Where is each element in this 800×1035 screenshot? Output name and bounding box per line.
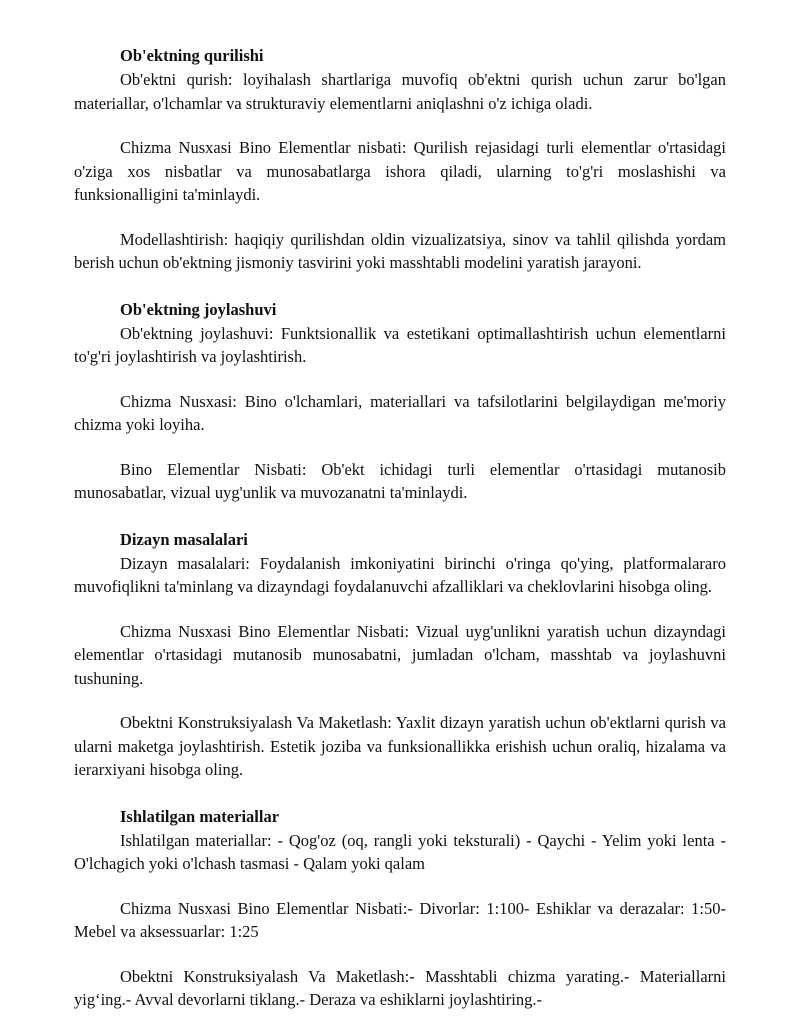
section-heading: Ob'ektning joylashuvi	[120, 299, 277, 319]
paragraph: Obektni Konstruksiyalash Va Maketlash: Yaxlit dizayn yaratish uchun ob'ektlarni qurish va ularni maketga joylashtirish. Estetik joziba va funksionallikka erishish uchun oraliq, hizalama va ierarxiyani hisobga oling.	[74, 713, 726, 779]
paragraph: Ob'ektni qurish: loyihalash shartlariga muvofiq ob'ektni qurish uchun zarur bo'lgan materiallar, o'lchamlar va strukturaviy elementlarni aniqlashni o'z ichiga oladi.	[74, 70, 726, 113]
section-obektning-qurilishi	[74, 44, 726, 275]
paragraph: Modellashtirish: haqiqiy qurilishdan oldin vizualizatsiya, sinov va tahlil qilishda yordam berish uchun ob'ektning jismoniy tasvirini yoki masshtabli modelini yaratish jarayoni.	[74, 229, 726, 272]
paragraph: Obektni Konstruksiyalash Va Maketlash:- Masshtabli chizma yarating.- Materiallarni yig‘ing.- Avval devorlarni tiklang.- Deraza va eshiklarni joylashtiring.-	[74, 966, 726, 1009]
paragraph: Dizayn masalalari: Foydalanish imkoniyatini birinchi o'ringa qo'ying, platformalararo muvofiqlikni ta'minlang va dizayndagi foydalanuvchi afzalliklari va cheklovlarini hisobga oling.	[74, 553, 726, 596]
section-ishlatilgan-materiallar	[74, 805, 726, 1012]
section-heading: Ob'ektning qurilishi	[120, 46, 264, 65]
section-obektning-joylashuvi	[74, 298, 726, 505]
paragraph: Chizma Nusxasi: Bino o'lchamlari, materiallari va tafsilotlarini belgilaydigan me'moriy chizma yoki loyiha.	[74, 391, 726, 434]
section-heading: Dizayn masalalari	[120, 529, 248, 549]
paragraph: Bino Elementlar Nisbati: Ob'ekt ichidagi turli elementlar o'rtasidagi mutanosib munosabatlar, vizual uyg'unlik va muvozanatni ta'minlaydi.	[74, 459, 726, 502]
section-heading: Ishlatilgan materiallar	[120, 806, 280, 826]
paragraph: Ob'ektning joylashuvi: Funktsionallik va estetikani optimallashtirish uchun elementlarni to'g'ri joylashtirish va joylashtirish.	[74, 323, 726, 366]
paragraph: Ishlatilgan materiallar: - Qog'oz (oq, rangli yoki teksturali) - Qaychi - Yelim yoki lenta - O'lchagich yoki o'lchash tasmasi - Qalam yoki qalam	[74, 830, 726, 873]
section-dizayn-masalalari	[74, 528, 726, 782]
paragraph: Chizma Nusxasi Bino Elementlar Nisbati:- Divorlar: 1:100- Eshiklar va derazalar: 1:50- Mebel va aksessuarlar: 1:25	[74, 898, 726, 941]
paragraph: Chizma Nusxasi Bino Elementlar Nisbati: Vizual uyg'unlikni yaratish uchun dizayndagi elementlar o'rtasidagi mutanosib munosabatni, jumladan o'lcham, masshtab va joylashuvni tushuning.	[74, 621, 726, 688]
paragraph: Chizma Nusxasi Bino Elementlar nisbati: Qurilish rejasidagi turli elementlar o'rtasidagi o'ziga xos nisbatlar va munosabatlarga ishora qiladi, ularning to'g'ri moslashishi va funksionalligini ta'minlaydi.	[74, 138, 726, 204]
